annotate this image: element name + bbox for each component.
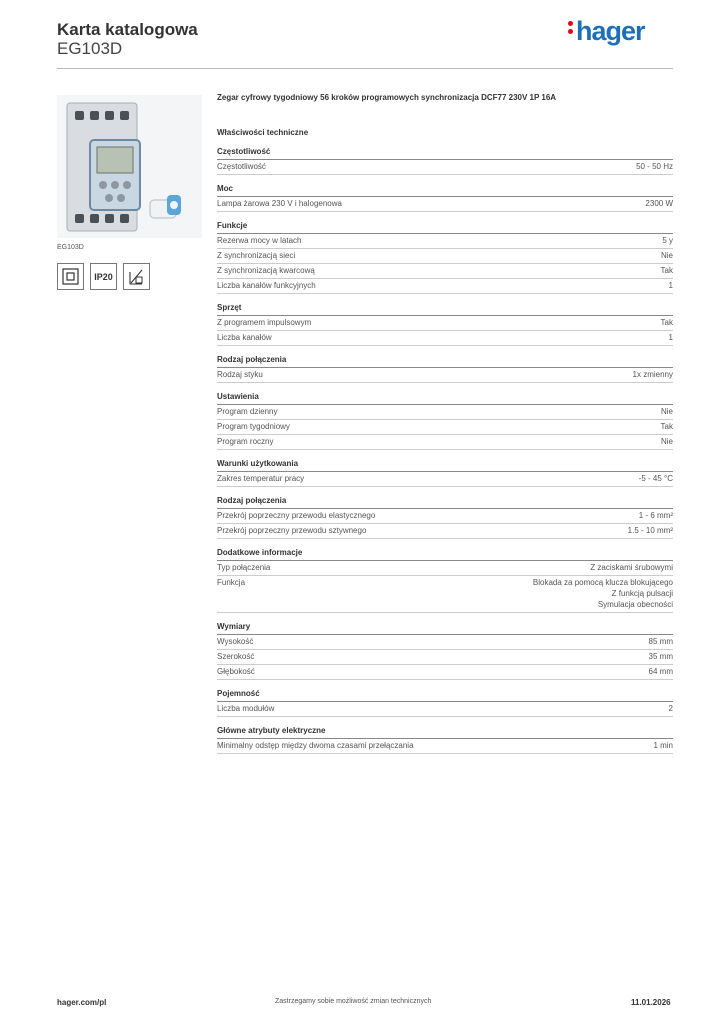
spec-row	[217, 197, 673, 212]
spec-label: Minimalny odstęp między dwoma czasami przełączania	[217, 741, 414, 750]
spec-value: 2	[668, 704, 673, 713]
spec-group	[217, 548, 673, 613]
spec-content	[217, 93, 673, 763]
spec-label: Rodzaj styku	[217, 370, 263, 379]
spec-label: Liczba modułów	[217, 704, 275, 713]
spec-label: Liczba kanałów funkcyjnych	[217, 281, 316, 290]
spec-value: 1x zmienny	[632, 370, 673, 379]
spec-label: Przekrój poprzeczny przewodu sztywnego	[217, 526, 367, 535]
spec-group	[217, 147, 673, 175]
spec-value: 2300 W	[645, 199, 673, 208]
mounting-icon	[123, 263, 150, 290]
spec-value: Tak	[660, 422, 673, 431]
spec-label: Głębokość	[217, 667, 255, 676]
spec-row	[217, 472, 673, 487]
image-caption: EG103D	[57, 244, 84, 251]
spec-value: 35 mm	[648, 652, 673, 661]
spec-label: Liczba kanałów	[217, 333, 272, 342]
spec-label: Z synchronizacją kwarcową	[217, 266, 315, 275]
spec-value: Nie	[660, 251, 673, 260]
spec-group	[217, 392, 673, 450]
spec-group	[217, 622, 673, 680]
spec-group	[217, 355, 673, 383]
product-title: Zegar cyfrowy tygodniowy 56 kroków programowych synchronizacja DCF77 230V 1P 16A	[217, 93, 557, 102]
spec-row	[217, 650, 673, 665]
spec-group-title: Moc	[217, 184, 673, 197]
footer-date: 11.01.2026	[631, 998, 671, 1007]
spec-label: Typ połączenia	[217, 563, 271, 572]
spec-group-title: Główne atrybuty elektryczne	[217, 726, 673, 739]
spec-label: Program tygodniowy	[217, 422, 290, 431]
spec-value: Tak	[660, 266, 673, 275]
spec-value: 64 mm	[648, 667, 673, 676]
spec-row	[217, 368, 673, 383]
spec-group	[217, 496, 673, 539]
spec-label: Program dzienny	[217, 407, 278, 416]
spec-value: 1 - 6 mm²	[638, 511, 673, 520]
spec-label: Szerokość	[217, 652, 255, 661]
spec-value: 50 - 50 Hz	[636, 162, 673, 171]
product-image	[57, 95, 202, 238]
spec-value: -5 - 45 °C	[638, 474, 673, 483]
spec-group-title: Częstotliwość	[217, 147, 673, 160]
spec-row	[217, 264, 673, 279]
spec-value: 1	[668, 333, 673, 342]
spec-group-title: Dodatkowe informacje	[217, 548, 673, 561]
footer-notice: Zastrzegamy sobie możliwość zmian technicznych	[275, 998, 432, 1005]
logo-dots-icon	[568, 18, 574, 37]
footer-website: hager.com/pl	[57, 998, 107, 1007]
spec-row	[217, 435, 673, 450]
spec-row	[217, 249, 673, 264]
spec-group-title: Sprzęt	[217, 303, 673, 316]
spec-value: Z zaciskami śrubowymi	[590, 563, 673, 572]
product-code: EG103D	[57, 39, 123, 58]
spec-value: 1.5 - 10 mm²	[627, 526, 673, 535]
spec-row	[217, 739, 673, 754]
spec-value: 85 mm	[648, 637, 673, 646]
header-divider	[57, 68, 673, 69]
spec-group-title: Warunki użytkowania	[217, 459, 673, 472]
spec-group-title: Funkcje	[217, 221, 673, 234]
spec-row	[217, 524, 673, 539]
spec-label: Program roczny	[217, 437, 274, 446]
spec-value: Nie	[660, 407, 673, 416]
spec-group-title: Wymiary	[217, 622, 673, 635]
spec-label: Przekrój poprzeczny przewodu elastycznego	[217, 511, 376, 520]
spec-label: Wysokość	[217, 637, 254, 646]
hager-logo: hager	[568, 16, 645, 47]
spec-group	[217, 184, 673, 212]
spec-group	[217, 689, 673, 717]
spec-row	[217, 160, 673, 175]
spec-value: 1	[668, 281, 673, 290]
spec-label: Z programem impulsowym	[217, 318, 312, 327]
spec-row	[217, 635, 673, 650]
certification-badges	[57, 263, 150, 290]
spec-value: Blokada za pomocą klucza blokującego Z funkcją pulsacji Symulacja obecności	[532, 578, 673, 609]
spec-label: Rezerwa mocy w latach	[217, 236, 302, 245]
spec-row	[217, 234, 673, 249]
spec-label: Częstotliwość	[217, 162, 266, 171]
spec-group-title: Pojemność	[217, 689, 673, 702]
spec-row	[217, 279, 673, 294]
spec-row	[217, 405, 673, 420]
spec-label: Lampa żarowa 230 V i halogenowa	[217, 199, 342, 208]
spec-label: Funkcja	[217, 578, 246, 587]
ip20-badge: IP20	[90, 263, 117, 290]
spec-groups	[217, 147, 673, 754]
double-insulation-icon	[57, 263, 84, 290]
spec-row	[217, 420, 673, 435]
spec-group-title: Rodzaj połączenia	[217, 496, 673, 509]
spec-row	[217, 576, 673, 613]
spec-row	[217, 702, 673, 717]
spec-value: 5 y	[662, 236, 673, 245]
spec-row	[217, 509, 673, 524]
spec-heading: Właściwości techniczne	[217, 128, 309, 137]
spec-value: Tak	[660, 318, 673, 327]
spec-label: Zakres temperatur pracy	[217, 474, 305, 483]
spec-value: Nie	[660, 437, 673, 446]
spec-row	[217, 331, 673, 346]
spec-group	[217, 303, 673, 346]
page-title: Karta katalogowa	[57, 20, 198, 39]
spec-row	[217, 316, 673, 331]
spec-group-title: Rodzaj połączenia	[217, 355, 673, 368]
spec-label: Z synchronizacją sieci	[217, 251, 296, 260]
spec-row	[217, 665, 673, 680]
spec-group-title: Ustawienia	[217, 392, 673, 405]
spec-group	[217, 221, 673, 294]
spec-row	[217, 561, 673, 576]
spec-group	[217, 726, 673, 754]
spec-group	[217, 459, 673, 487]
spec-value: 1 min	[653, 741, 673, 750]
